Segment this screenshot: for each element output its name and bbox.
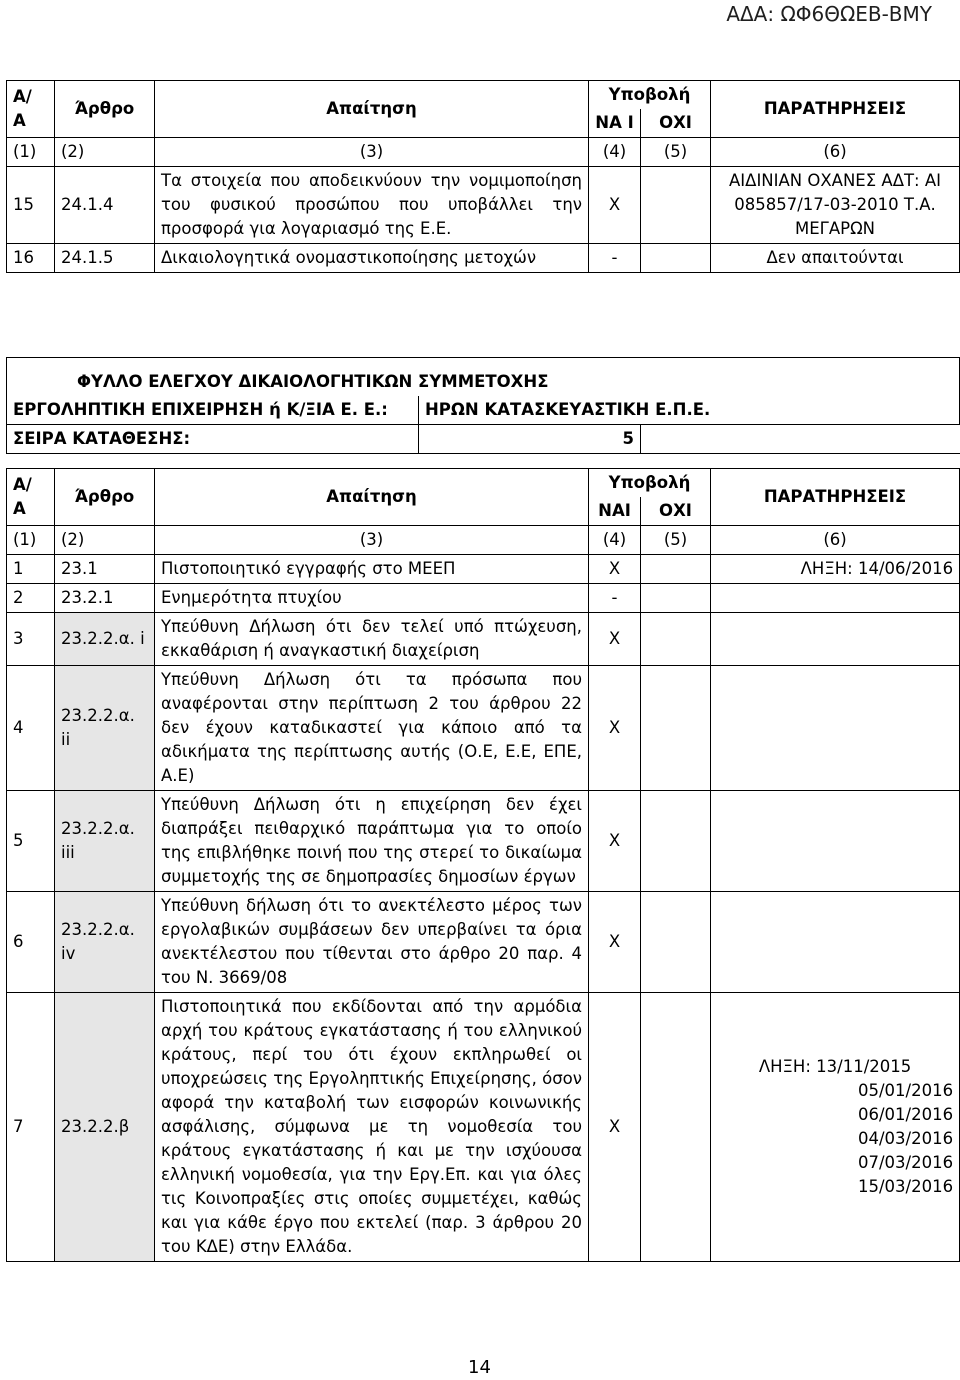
seira-value: 5 <box>419 425 641 454</box>
row-aa: 3 <box>7 613 55 666</box>
header-nai: ΝΑΙ <box>589 497 641 526</box>
spacer-cell <box>641 425 960 454</box>
table-row <box>7 666 960 791</box>
header-oxi: ΟΧΙ <box>641 497 711 526</box>
row-paratiriseis <box>711 613 960 666</box>
header-arthro: Άρθρο <box>55 469 155 526</box>
row-nai: Χ <box>589 791 641 892</box>
row-paratiriseis <box>711 993 960 1262</box>
row-oxi <box>641 993 711 1262</box>
seira-label: ΣΕΙΡΑ ΚΑΤΑΘΕΣΗΣ: <box>7 425 419 454</box>
numbering-cell: (1) <box>7 526 55 555</box>
row-nai: Χ <box>589 993 641 1262</box>
header-nai: ΝΑ Ι <box>589 109 641 138</box>
row-arthro: 23.2.2.α. ii <box>55 666 155 791</box>
row-nai: Χ <box>589 555 641 584</box>
checklist-title: ΦΥΛΛΟ ΕΛΕΓΧΟΥ ΔΙΚΑΙΟΛΟΓΗΤΙΚΩΝ ΣΥΜΜΕΤΟΧΗΣ <box>7 358 960 397</box>
row-aa: 16 <box>7 244 55 273</box>
row-nai: Χ <box>589 613 641 666</box>
contractor-value: ΗΡΩΝ ΚΑΤΑΣΚΕΥΑΣΤΙΚΗ Ε.Π.Ε. <box>419 396 960 425</box>
row-nai: - <box>589 584 641 613</box>
table-row <box>7 584 960 613</box>
row-nai: - <box>589 244 641 273</box>
row-apaitisi: Υπεύθυνη Δήλωση ότι δεν τελεί υπό πτώχευση, εκκαθάριση ή αναγκαστική διαχείριση <box>155 613 589 666</box>
requirements-table-1 <box>6 80 960 273</box>
page-number: 14 <box>468 1357 491 1378</box>
row-oxi <box>641 791 711 892</box>
header-aa: Α/ Α <box>7 81 55 138</box>
row-aa: 2 <box>7 584 55 613</box>
header-arthro: Άρθρο <box>55 81 155 138</box>
header-ypovoli: Υποβολή <box>589 469 711 498</box>
row-oxi <box>641 555 711 584</box>
row-apaitisi: Πιστοποιητικό εγγραφής στο ΜΕΕΠ <box>155 555 589 584</box>
row-nai: Χ <box>589 167 641 244</box>
row-paratiriseis <box>711 666 960 791</box>
row-paratiriseis: ΛΗΞΗ: 14/06/2016 <box>711 555 960 584</box>
numbering-cell: (3) <box>155 138 589 167</box>
row-apaitisi: Υπεύθυνη δήλωση ότι το ανεκτέλεστο μέρος των εργολαβικών συμβάσεων δεν υπερβαίνει τα όρια ανεκτέλεστου που τίθενται στο άρθρο 20 παρ. 4 του Ν. 3669/08 <box>155 892 589 993</box>
expiry-date: 06/01/2016 <box>857 1105 954 1124</box>
ada-code: ΑΔΑ: ΩΦ6ΘΩΕΒ-ΒΜΥ <box>726 2 932 26</box>
row-oxi <box>641 666 711 791</box>
numbering-cell: (2) <box>55 138 155 167</box>
row-arthro: 24.1.5 <box>55 244 155 273</box>
row-arthro: 23.2.2.β <box>55 993 155 1262</box>
row-paratiriseis: Δεν απαιτούνται <box>711 244 960 273</box>
row-aa: 4 <box>7 666 55 791</box>
expiry-label: ΛΗΞΗ: 13/11/2015 <box>758 1057 912 1076</box>
row-aa: 7 <box>7 993 55 1262</box>
row-arthro: 23.2.2.α. iv <box>55 892 155 993</box>
numbering-cell: (2) <box>55 526 155 555</box>
row-nai: Χ <box>589 666 641 791</box>
expiry-date: 07/03/2016 <box>857 1153 954 1172</box>
table-row <box>7 244 960 273</box>
numbering-cell: (4) <box>589 138 641 167</box>
expiry-date: 15/03/2016 <box>857 1177 954 1196</box>
header-ypovoli: Υποβολή <box>589 81 711 110</box>
numbering-cell: (6) <box>711 526 960 555</box>
header-paratiriseis: ΠΑΡΑΤΗΡΗΣΕΙΣ <box>711 469 960 526</box>
table-row <box>7 613 960 666</box>
row-arthro: 23.2.2.α. i <box>55 613 155 666</box>
contractor-label: ΕΡΓΟΛΗΠΤΙΚΗ ΕΠΙΧΕΙΡΗΣΗ ή Κ/ΞΙΑ Ε. Ε.: <box>7 396 419 425</box>
header-apaitisi: Απαίτηση <box>155 81 589 138</box>
requirements-table-2 <box>6 357 960 1262</box>
numbering-cell: (5) <box>641 138 711 167</box>
header-oxi: ΟΧΙ <box>641 109 711 138</box>
row-oxi <box>641 167 711 244</box>
numbering-cell: (5) <box>641 526 711 555</box>
row-apaitisi: Πιστοποιητικά που εκδίδονται από την αρμόδια αρχή του κράτους εγκατάστασης ή του ελληνικού κράτους, περί του ότι έχουν εκπληρωθεί οι υποχρεώσεις της Εργοληπτικής Επιχείρησης, όσον αφορά την καταβολή των εισφορών κοινωνικής ασφάλισης, σύμφωνα με τη νομοθεσία του κράτους εγκατάστασης ή και με την ισχύουσα ελληνική νομοθεσία, για την Εργ.Επ. και για όλες τις Κοινοπραξίες στις οποίες συμμετέχει, καθώς και για κάθε έργο που εκτελεί (παρ. 3 άρθρου 20 του ΚΔΕ) στην Ελλάδα. <box>155 993 589 1262</box>
table-row <box>7 791 960 892</box>
numbering-cell: (4) <box>589 526 641 555</box>
row-paratiriseis <box>711 892 960 993</box>
row-oxi <box>641 244 711 273</box>
spacer-row <box>7 454 960 469</box>
header-paratiriseis: ΠΑΡΑΤΗΡΗΣΕΙΣ <box>711 81 960 138</box>
row-apaitisi: Ενημερότητα πτυχίου <box>155 584 589 613</box>
table-row <box>7 167 960 244</box>
row-oxi <box>641 613 711 666</box>
numbering-cell: (6) <box>711 138 960 167</box>
row-oxi <box>641 584 711 613</box>
numbering-cell: (3) <box>155 526 589 555</box>
table-row <box>7 892 960 993</box>
row-arthro: 24.1.4 <box>55 167 155 244</box>
table-row <box>7 993 960 1262</box>
row-arthro: 23.2.1 <box>55 584 155 613</box>
row-arthro: 23.2.2.α. iii <box>55 791 155 892</box>
row-apaitisi: Τα στοιχεία που αποδεικνύουν την νομιμοποίηση του φυσικού προσώπου που υποβάλλει την προσφορά για λογαριασμό της Ε.Ε. <box>155 167 589 244</box>
row-paratiriseis: ΑΙΔΙΝΙΑΝ ΟΧΑΝΕΣ ΑΔΤ: ΑΙ 085857/17-03-2010 Τ.Α. ΜΕΓΑΡΩΝ <box>711 167 960 244</box>
row-apaitisi: Υπεύθυνη Δήλωση ότι τα πρόσωπα που αναφέρονται στην περίπτωση 2 του άρθρου 22 δεν έχουν καταδικαστεί για κάποιο από τα αδικήματα της περίπτωσης αυτής (Ο.Ε, Ε.Ε, ΕΠΕ, Α.Ε) <box>155 666 589 791</box>
row-arthro: 23.1 <box>55 555 155 584</box>
header-aa: Α/ Α <box>7 469 55 526</box>
row-aa: 6 <box>7 892 55 993</box>
numbering-cell: (1) <box>7 138 55 167</box>
row-aa: 15 <box>7 167 55 244</box>
row-apaitisi: Υπεύθυνη Δήλωση ότι η επιχείρηση δεν έχει διαπράξει πειθαρχικό παράπτωμα για το οποίο της επιβλήθηκε ποινή που της στερεί το δικαίωμα συμμετοχής της σε δημοπρασίες δημοσίων έργων <box>155 791 589 892</box>
row-paratiriseis <box>711 584 960 613</box>
header-apaitisi: Απαίτηση <box>155 469 589 526</box>
row-paratiriseis <box>711 791 960 892</box>
table-row <box>7 555 960 584</box>
row-aa: 1 <box>7 555 55 584</box>
row-aa: 5 <box>7 791 55 892</box>
expiry-date: 05/01/2016 <box>857 1081 954 1100</box>
row-oxi <box>641 892 711 993</box>
row-nai: Χ <box>589 892 641 993</box>
row-apaitisi: Δικαιολογητικά ονομαστικοποίησης μετοχών <box>155 244 589 273</box>
expiry-date: 04/03/2016 <box>857 1129 954 1148</box>
